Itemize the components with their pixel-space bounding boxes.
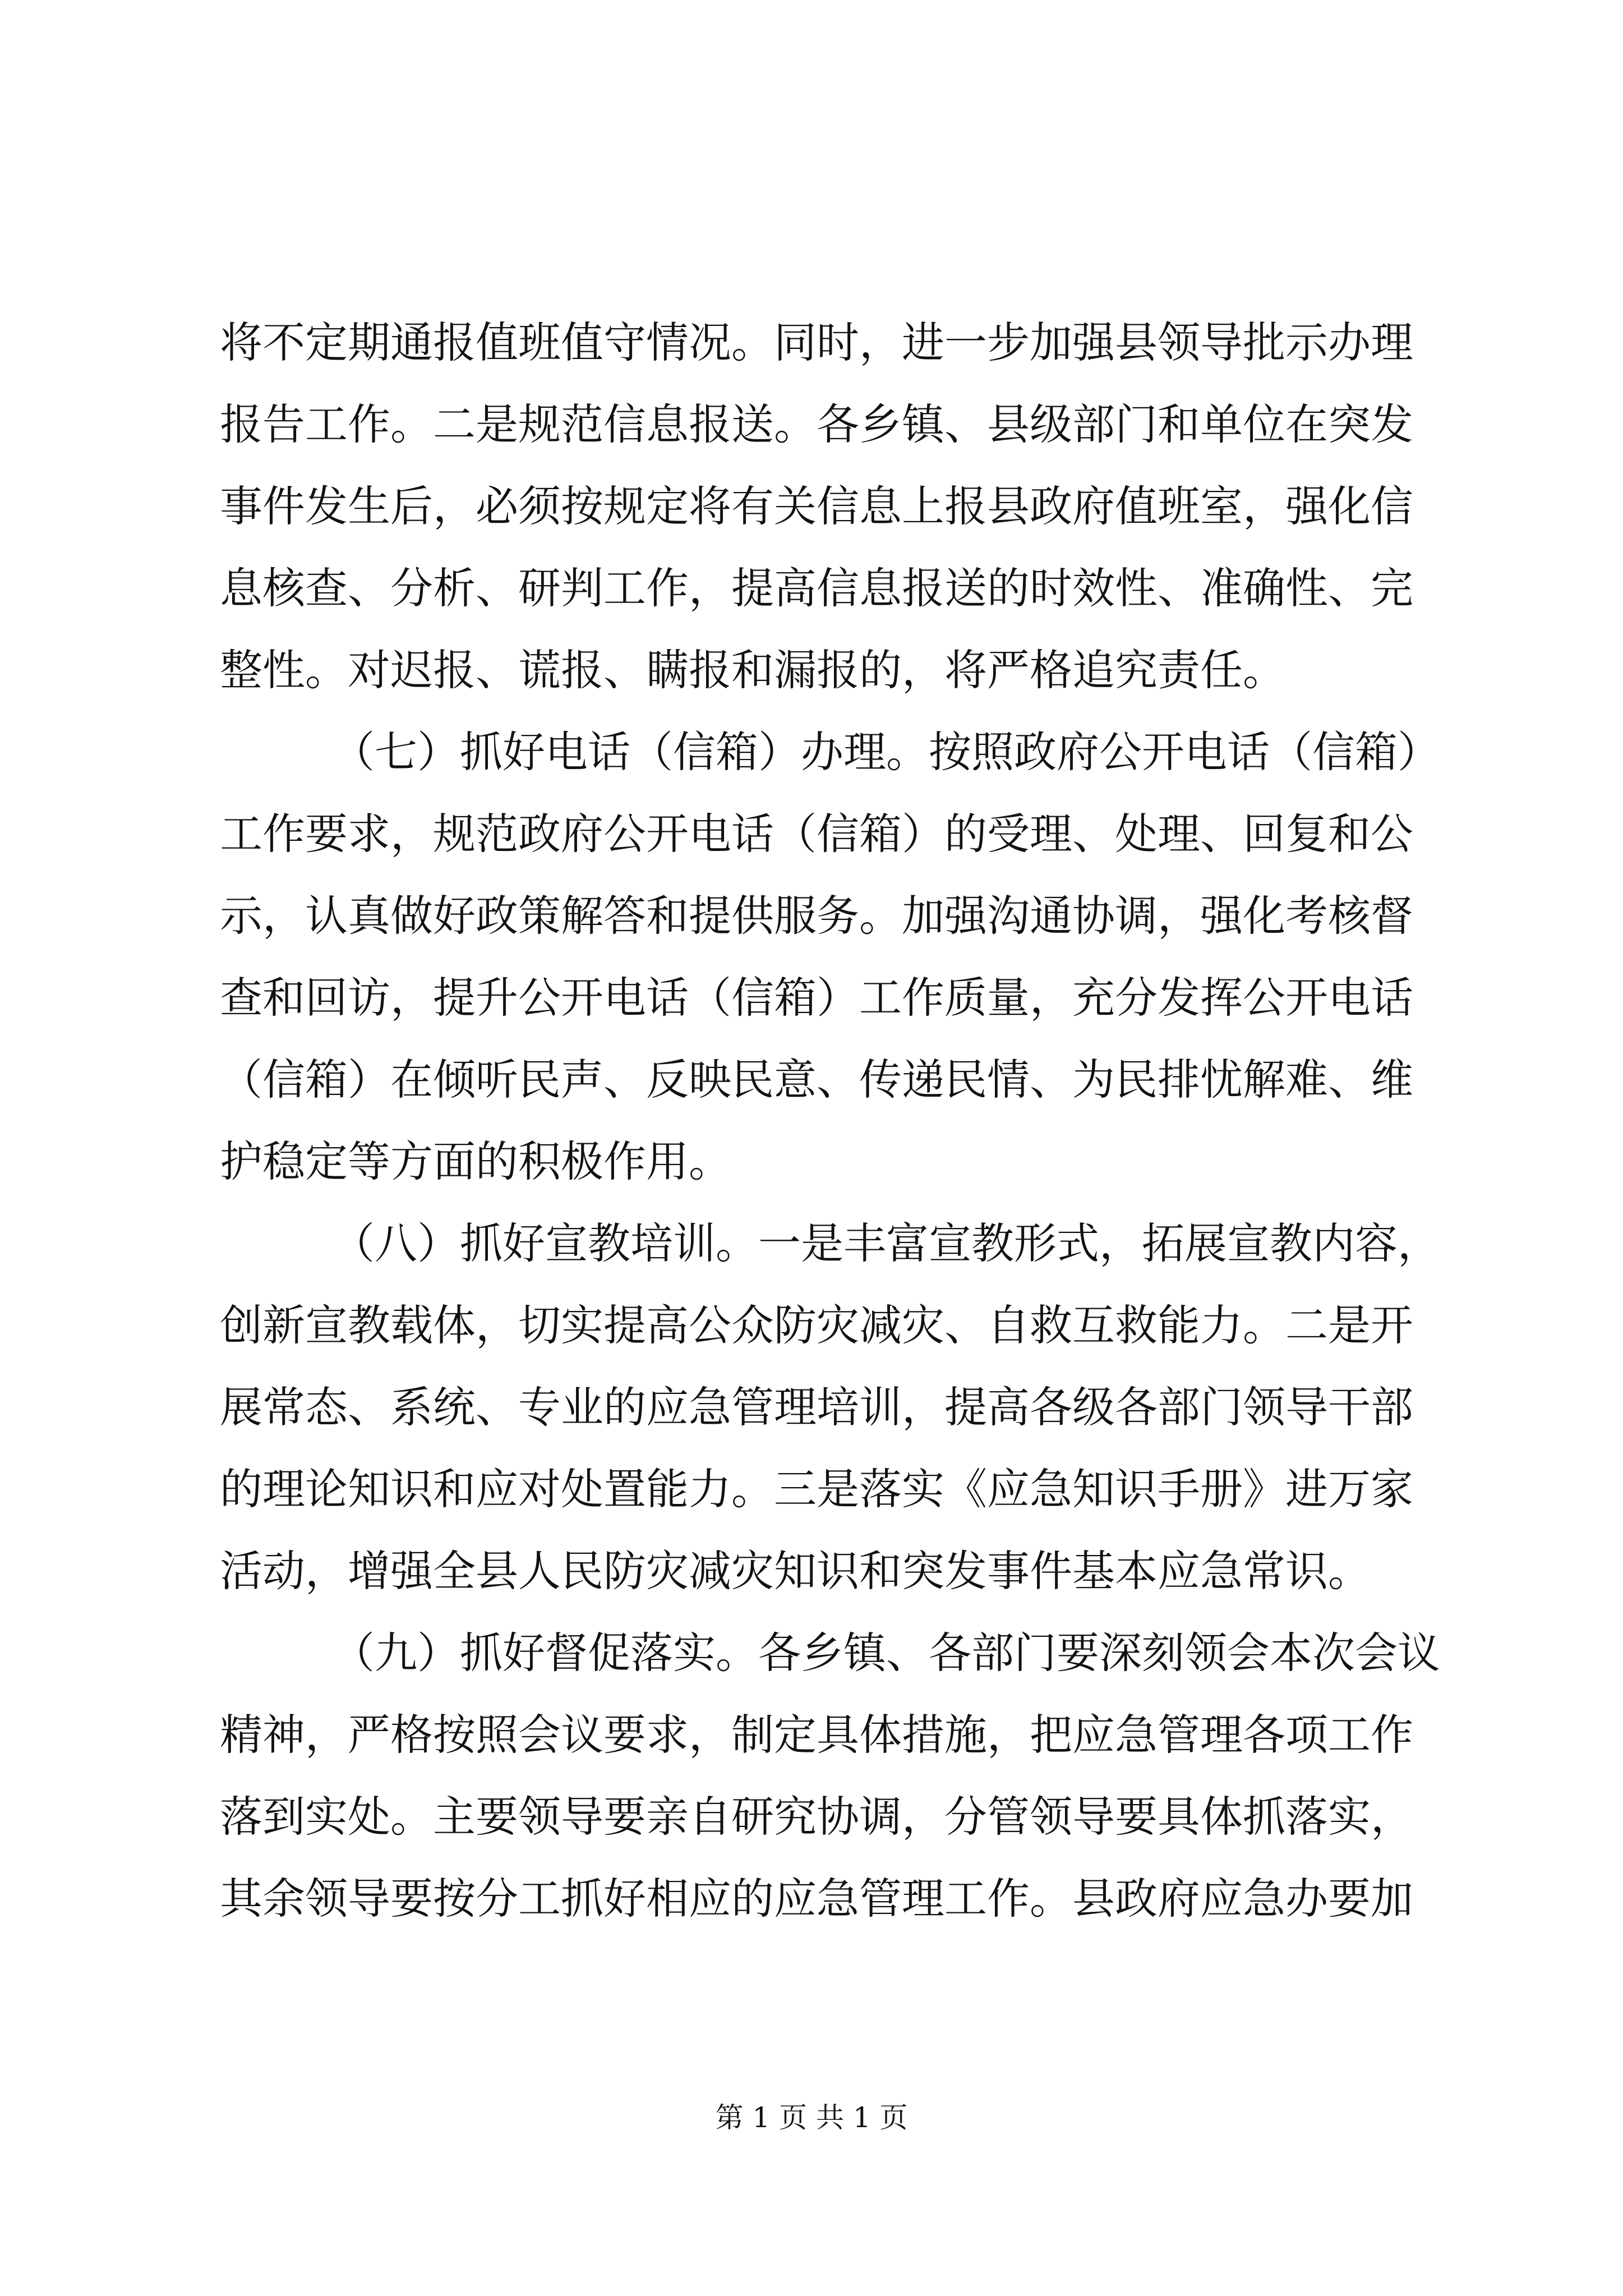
document-body xyxy=(220,302,1440,1940)
page-number-footer: 第 1 页 共 1 页 xyxy=(715,2101,908,2134)
paragraph-start-line: （八）抓好宣教培训。一是丰富宣教形式，拓展宣教内容， xyxy=(332,1218,1440,1268)
text-line: 息核查、分析、研判工作，提高信息报送的时效性、准确性、完 xyxy=(220,563,1413,613)
paragraph-start-line: （九）抓好督促落实。各乡镇、各部门要深刻领会本次会议 xyxy=(332,1628,1440,1678)
text-line: （信箱）在倾听民声、反映民意、传递民情、为民排忧解难、维 xyxy=(220,1055,1413,1105)
text-line: 精神，严格按照会议要求，制定具体措施，把应急管理各项工作 xyxy=(220,1710,1413,1760)
text-line: 护稳定等方面的积极作用。 xyxy=(220,1137,731,1186)
text-line: 整性。对迟报、谎报、瞒报和漏报的，将严格追究责任。 xyxy=(220,645,1285,695)
text-line: 创新宣教载体，切实提高公众防灾减灾、自救互救能力。二是开 xyxy=(220,1300,1413,1350)
text-line: 示，认真做好政策解答和提供服务。加强沟通协调，强化考核督 xyxy=(220,891,1413,941)
text-line: 的理论知识和应对处置能力。三是落实《应急知识手册》进万家 xyxy=(220,1464,1413,1514)
text-line: 工作要求，规范政府公开电话（信箱）的受理、处理、回复和公 xyxy=(220,809,1413,859)
text-line: 报告工作。二是规范信息报送。各乡镇、县级部门和单位在突发 xyxy=(220,399,1413,449)
text-line: 查和回访，提升公开电话（信箱）工作质量，充分发挥公开电话 xyxy=(220,973,1413,1023)
text-line: 落到实处。主要领导要亲自研究协调，分管领导要具体抓落实， xyxy=(220,1792,1413,1842)
text-line: 其余领导要按分工抓好相应的应急管理工作。县政府应急办要加 xyxy=(220,1874,1413,1924)
text-line: 事件发生后，必须按规定将有关信息上报县政府值班室，强化信 xyxy=(220,481,1413,531)
paragraph-start-line: （七）抓好电话（信箱）办理。按照政府公开电话（信箱） xyxy=(332,727,1440,777)
text-line: 活动，增强全县人民防灾减灾知识和突发事件基本应急常识。 xyxy=(220,1546,1371,1596)
text-line: 将不定期通报值班值守情况。同时，进一步加强县领导批示办理 xyxy=(220,318,1413,367)
text-line: 展常态、系统、专业的应急管理培训，提高各级各部门领导干部 xyxy=(220,1382,1413,1432)
